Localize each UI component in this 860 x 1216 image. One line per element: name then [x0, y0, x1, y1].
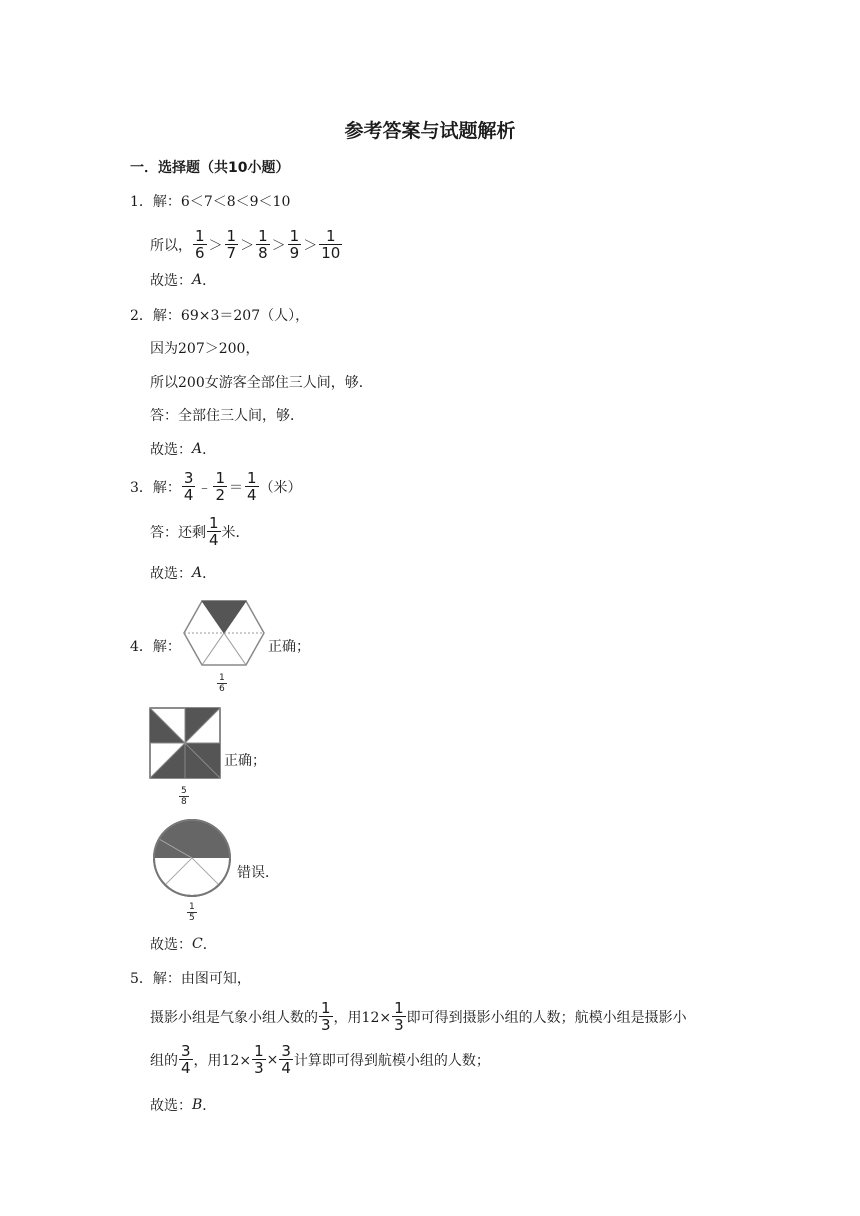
q5-frac-5: $\frac{3}{4}$: [281, 1042, 291, 1077]
square-diagram: [148, 706, 222, 780]
square-verdict: 正确；: [224, 753, 266, 769]
square-figure: [148, 706, 222, 808]
q5-line3: 组的 $\frac{3}{4}$ ，用12× $\frac{1}{3}$ × $\frac{3}{4}$ 计算即可得到航模小组的人数；: [150, 1042, 490, 1077]
q1-line2: [150, 228, 343, 261]
q3-number: 3．: [130, 479, 153, 496]
q1-number: 1．: [130, 194, 153, 210]
q3-answer: 故选： A ．: [150, 565, 217, 582]
q1-so-text: 所以，: [150, 237, 192, 254]
q5-frac-2: $\frac{1}{3}$: [394, 999, 404, 1034]
q1-answer: 故选： A ．: [150, 272, 217, 289]
circle-verdict: 错误．: [237, 865, 279, 881]
q3-frac-2: $\frac{1}{2}$: [215, 469, 226, 504]
square-fraction: 5 8: [181, 786, 187, 807]
q5-number: 5．: [130, 971, 153, 987]
q5-frac-3: $\frac{3}{4}$: [181, 1042, 191, 1077]
circle-diagram: [150, 816, 234, 900]
q1-gt-1: ＞: [208, 237, 223, 254]
q3-frac-1: $\frac{3}{4}$: [183, 469, 194, 504]
q4-answer: 故选： C ．: [150, 936, 217, 953]
q2-line2: 因为207＞200，: [150, 341, 260, 357]
hexagon-diagram: [180, 597, 268, 669]
hexagon-fraction: 1 6: [219, 673, 225, 694]
q2-answer: 故选： A ．: [150, 441, 217, 458]
circle-figure: [150, 816, 234, 924]
section-heading: 一．选择题（共10小题）: [130, 160, 290, 176]
q5-frac-1: $\frac{1}{3}$: [321, 999, 331, 1034]
circle-fraction: 1 5: [189, 902, 195, 923]
q2-number: 2．: [130, 308, 153, 324]
q5-line2: 摄影小组是气象小组人数的 $\frac{1}{3}$ ，用12× $\frac{1}{3}$ 即可得到摄影小组的人数；航模小组是摄影小: [150, 999, 687, 1034]
q3-line2: 答：还剩 $\frac{1}{4}$ 米．: [150, 514, 250, 549]
page-title: 参考答案与试题解析: [344, 120, 516, 142]
hexagon-figure: [180, 597, 268, 695]
q1-gt-4: ＞: [303, 237, 318, 254]
q2-line3: 所以200女游客全部住三人间，够．: [150, 375, 373, 391]
q1-frac-2: $\frac{1}{7}$: [226, 227, 237, 262]
q1-gt-3: ＞: [271, 237, 286, 254]
q1-frac-1: $\frac{1}{6}$: [195, 227, 205, 262]
q5-answer: 故选： B ．: [150, 1097, 217, 1114]
q1-gt-2: ＞: [240, 237, 255, 254]
q1-frac-4: $\frac{1}{9}$: [289, 227, 300, 262]
q5-line1: 5． 解：由图可知，: [130, 968, 251, 988]
q2-line1: 2． 解：69×3＝207（人），: [130, 305, 309, 325]
q3-frac-3: $\frac{1}{4}$: [247, 469, 257, 504]
q4-number: 4．: [130, 639, 153, 655]
q4-line1: 4． 解：: [130, 636, 181, 656]
hexagon-verdict: 正确；: [268, 639, 310, 655]
q1-frac-5: $\frac{1}{10}$: [321, 227, 341, 262]
q1-line1: [130, 191, 290, 211]
q3-line1: 3． 解： $\frac{3}{4}$ ﹣ $\frac{1}{2}$ ＝ $\frac{1}{4}$ （米）: [130, 469, 302, 504]
q3-frac-4: $\frac{1}{4}$: [209, 514, 219, 549]
q1-frac-3: $\frac{1}{8}$: [258, 227, 268, 262]
q5-frac-4: $\frac{1}{3}$: [254, 1042, 264, 1077]
q2-line4: 答：全部住三人间，够．: [150, 408, 304, 424]
q1-text: 解：6＜7＜8＜9＜10: [152, 194, 291, 210]
